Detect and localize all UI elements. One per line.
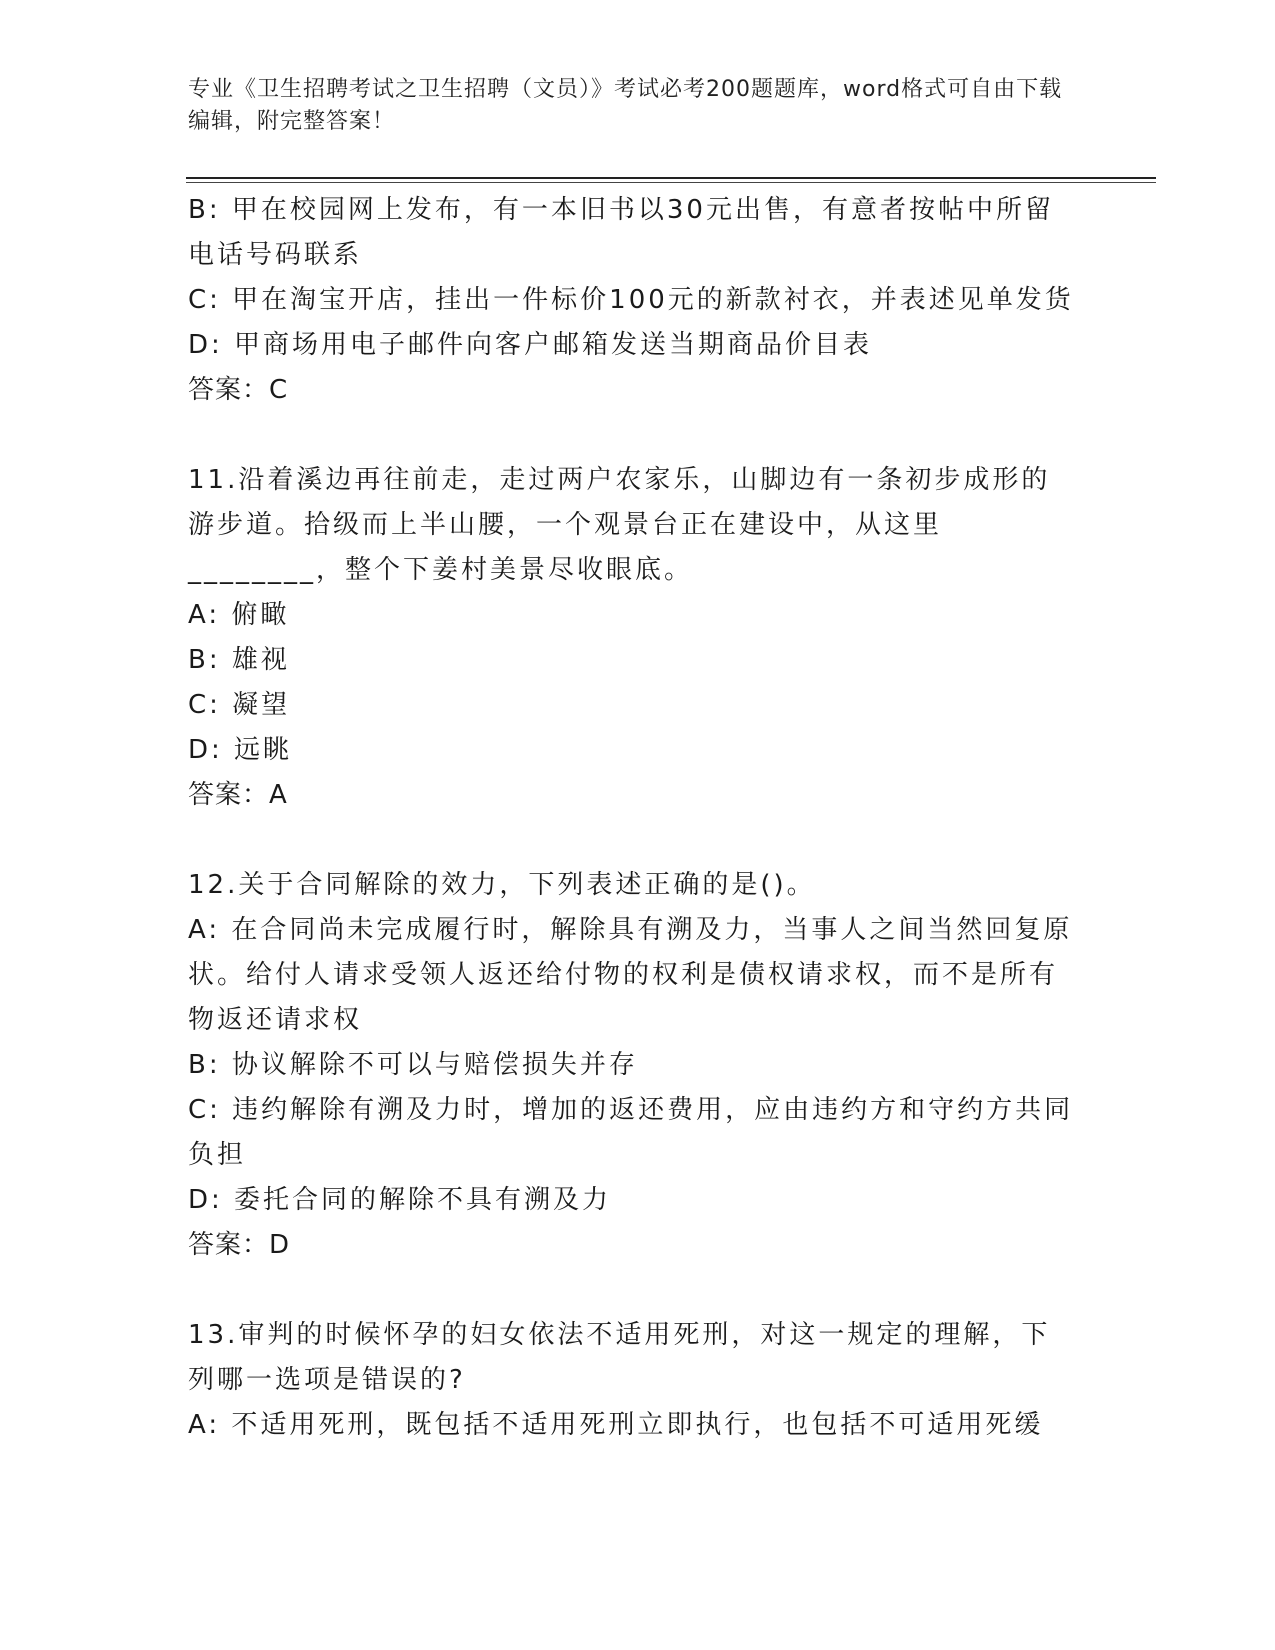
option-a: A: 在合同尚未完成履行时，解除具有溯及力，当事人之间当然回复原状。给付人请求受领人返还给付物的权利是债权请求权，而不是所有物返还请求权 (188, 915, 1073, 1035)
document-header: 专业《卫生招聘考试之卫生招聘（文员）》考试必考200题题库，word格式可自由下载编辑，附完整答案！ (188, 77, 1063, 134)
option-c: C: 违约解除有溯及力时，增加的返还费用，应由违约方和守约方共同负担 (188, 1095, 1074, 1170)
question-11 (188, 458, 1078, 818)
option-a: A: 俯瞰 (188, 600, 290, 630)
answer: 答案：A (188, 780, 288, 810)
option-d: D: 远眺 (188, 735, 293, 765)
question-12 (188, 863, 1078, 1268)
header-divider-thick (186, 177, 1156, 179)
question-10-continued (188, 188, 1078, 413)
option-d: D: 委托合同的解除不具有溯及力 (188, 1185, 612, 1215)
option-c: C: 凝望 (188, 690, 291, 720)
document-body (188, 188, 1078, 1448)
option-c: C: 甲在淘宝开店，挂出一件标价100元的新款衬衣，并表述见单发货 (188, 285, 1074, 315)
header-divider-thin (186, 182, 1156, 183)
option-b: B: 雄视 (188, 645, 290, 675)
question-stem: 11.沿着溪边再往前走，走过两户农家乐，山脚边有一条初步成形的游步道。拾级而上半山腰，一个观景台正在建设中，从这里________，整个下姜村美景尽收眼底。 (188, 465, 1051, 585)
option-b: B: 协议解除不可以与赔偿损失并存 (188, 1050, 638, 1080)
answer: 答案：D (188, 1230, 291, 1260)
answer: 答案：C (188, 375, 289, 405)
option-a: A: 不适用死刑，既包括不适用死刑立即执行，也包括不可适用死缓 (188, 1410, 1044, 1440)
option-b: B: 甲在校园网上发布，有一本旧书以30元出售，有意者按帖中所留电话号码联系 (188, 195, 1054, 270)
question-13 (188, 1313, 1078, 1448)
question-stem: 13.审判的时候怀孕的妇女依法不适用死刑，对这一规定的理解，下列哪一选项是错误的? (188, 1320, 1051, 1395)
question-stem: 12.关于合同解除的效力，下列表述正确的是()。 (188, 870, 816, 900)
option-d: D: 甲商场用电子邮件向客户邮箱发送当期商品价目表 (188, 330, 873, 360)
